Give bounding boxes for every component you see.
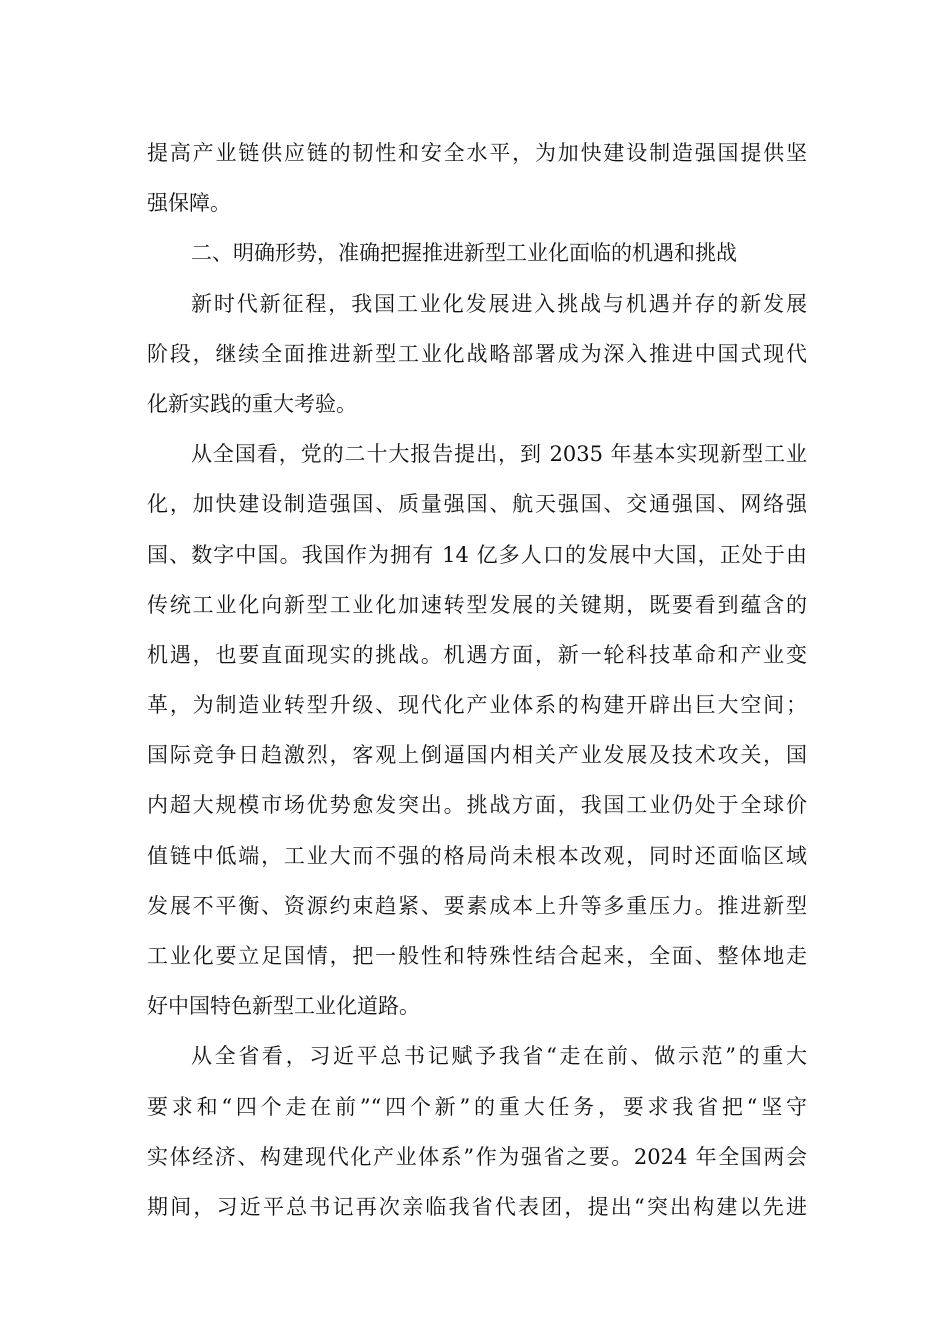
paragraph-line: 化，加快建设制造强国、质量强国、航天强国、交通强国、网络强 xyxy=(147,492,807,517)
paragraph-line: 实体经济、构建现代化产业体系”作为强省之要。2024 年全国两会 xyxy=(147,1144,807,1169)
paragraph-line: 从全国看，党的二十大报告提出，到 2035 年基本实现新型工业 xyxy=(191,442,807,467)
paragraph-line: 阶段，继续全面推进新型工业化战略部署成为深入推进中国式现代 xyxy=(147,341,807,366)
paragraph-line: 从全省看，习近平总书记赋予我省“走在前、做示范”的重大 xyxy=(191,1044,807,1069)
paragraph-line: 机遇，也要直面现实的挑战。机遇方面，新一轮科技革命和产业变 xyxy=(147,642,807,667)
paragraph-line: 期间，习近平总书记再次亲临我省代表团，提出“突出构建以先进 xyxy=(147,1194,807,1219)
paragraph-line: 好中国特色新型工业化道路。 xyxy=(147,994,420,1019)
paragraph-line: 革，为制造业转型升级、现代化产业体系的构建开辟出巨大空间； xyxy=(147,693,807,718)
paragraph-line: 提高产业链供应链的韧性和安全水平，为加快建设制造强国提供坚 xyxy=(147,141,807,165)
paragraph-line: 新时代新征程，我国工业化发展进入挑战与机遇并存的新发展 xyxy=(191,291,807,316)
paragraph-line: 强保障。 xyxy=(147,191,231,216)
paragraph-line: 国际竞争日趋激烈，客观上倒逼国内相关产业发展及技术攻关，国 xyxy=(147,743,807,768)
paragraph-line: 传统工业化向新型工业化加速转型发展的关键期，既要看到蕴含的 xyxy=(147,592,807,617)
paragraph-line: 发展不平衡、资源约束趋紧、要素成本上升等多重压力。推进新型 xyxy=(147,893,807,918)
paragraph-line: 化新实践的重大考验。 xyxy=(147,391,357,416)
paragraph-line: 工业化要立足国情，把一般性和特殊性结合起来，全面、整体地走 xyxy=(147,944,807,968)
section-heading: 二、明确形势，准确把握推进新型工业化面临的机遇和挑战 xyxy=(191,241,737,266)
paragraph-line: 要求和“四个走在前”“四个新”的重大任务，要求我省把“坚守 xyxy=(147,1094,807,1119)
paragraph-line: 内超大规模市场优势愈发突出。挑战方面，我国工业仍处于全球价 xyxy=(147,793,807,818)
document-body xyxy=(147,128,807,1232)
paragraph-line: 国、数字中国。我国作为拥有 14 亿多人口的发展中大国，正处于由 xyxy=(147,542,807,567)
paragraph-line: 值链中低端，工业大而不强的格局尚未根本改观，同时还面临区域 xyxy=(147,843,807,868)
